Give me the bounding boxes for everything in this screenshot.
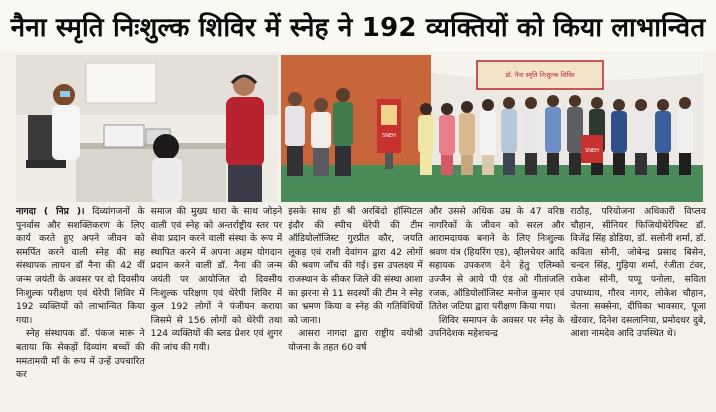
banner-text: डॉ. नैना स्मृति निःशुल्क शिविर xyxy=(505,71,575,79)
article-column-1 xyxy=(16,205,145,405)
stand-sign: SNEH xyxy=(382,133,396,139)
headline-bar xyxy=(0,0,716,52)
sneh-sign-text: SNEH xyxy=(585,148,599,154)
paragraph: समाज की मुख्य धारा के साथ जोड़ने वाली एवं स्नेह को अन्तर्राष्ट्रीय स्तर पर सेवा प्रदान करने वाली संस्था के रूप में स्थापित करने में अपना अहम योगदान प्रदान करने वाली डॉ. नैना की जन्म जयंती पर आयोजित दो दिवसीय निःशुल्क परिक्षण एवं थेरेपी शिविर में कुल 192 लोगों ने पंजीयन कराया जिसमे से 156 लोगों को थेरेपी तथा 124 व्यक्तियों की ब्लड प्रेशर एवं शुगर की जांच की गयी। xyxy=(150,206,283,353)
dateline: नागदा ( निप्र )। xyxy=(16,206,85,217)
photo-hearing-test xyxy=(16,55,278,202)
article-column-2 xyxy=(151,205,283,405)
article-column-4 xyxy=(429,205,565,405)
photo-group-art xyxy=(281,55,703,202)
photo-group xyxy=(281,55,703,202)
paragraph xyxy=(16,205,145,327)
article-column-3 xyxy=(288,205,423,405)
paragraph: और उससे अधिक उम्र के 47 वरिष्ठ नागरिकों के जीवन को सरल और आरामदायक बनाने के लिए निःशुल्क श्रवण यंत्र (हियरिंग एड), व्हीलचेयर आदि सहायक उपकरण देने हेतु एलिम्को उज्जैन से आये पी एंड ओ गीतांजलि रजक, ऑडियोलॉजिस्ट मनोज कुमार एवं तितेश जटिया द्वारा परीक्षण किया गया। xyxy=(428,206,565,313)
photo-hearing-test-art xyxy=(16,55,278,202)
paragraph: इसके साथ ही श्री अरबिंदो हॉस्पिटल इंदौर की स्पीच थेरेपी की टीम ऑडियोलॉजिस्ट गुरप्रीत कौर, जयति लूकड़ एवं राशी देवांगन द्वारा 42 लोगों की श्रवण जाँच की गई। इस उपलक्ष्य में राजस्थान के सीकर जिले की संस्था आशा का झरना से 11 सदस्यों की टीम ने स्नेह का भ्रमण किया व स्नेह की गतिविधियों को जाना। xyxy=(288,206,423,326)
paragraph-text: दिव्यांगजनों के पुनर्वास और सशक्तिकरण के लिए कार्य करते हुए अपने जीवन को समर्पित करने वाली स्नेह की सह संस्थापक लायन डॉ नैना की 42 वीं जन्म जयंती के अवसर पर दो दिवसीय निःशुल्क परीक्षण एवं थेरेपी शिविर में 192 व्यक्तियों को लाभान्वित किया गया। xyxy=(16,206,145,326)
paragraph: राठौड़, परियोजना अधिकारी विप्लव चौहान, सीनियर फिजियोथेरेपिस्ट डॉ. विजेंद्र सिंह डोडिया, डॉ. सलोनी शर्मा, डॉ. कविता सोनी, जोबेन्द्र प्रसाद बिसेन, चन्दन सिंह, गुड़िया शर्मा, रंजीता टंवर, राकेश सोनी, पप्पू पनोला, सविता उपाध्याय, गौरव नागर, लोकेश चौहान, चेतना सक्सेना, दीपिका भावसार, पूजा खेरवार, दिनेश दसलानिया, प्रमोदधर दुबे, आशा नामदेव आदि उपस्थित थे। xyxy=(570,206,706,340)
article-body xyxy=(16,205,706,405)
article-column-5 xyxy=(570,205,706,405)
headline: नैना स्मृति निःशुल्क शिविर में स्नेह ने 192 व्यक्तियों को किया लाभान्वित xyxy=(10,13,706,43)
paragraph: आसरा नागदा द्वारा राष्ट्रीय वयोश्री योजना के तहत 60 वर्ष xyxy=(288,328,423,353)
paragraph: शिविर समापन के अवसर पर स्नेह के उपनिदेशक महेशचन्द्र xyxy=(428,314,565,340)
paragraph: स्नेह संस्थापक डॉ. पंकज मारू ने बताया कि सेकड़ों दिव्यांग बच्चों की ममतामयी माँ के रूप में उन्हें उपचारित कर xyxy=(16,328,145,381)
